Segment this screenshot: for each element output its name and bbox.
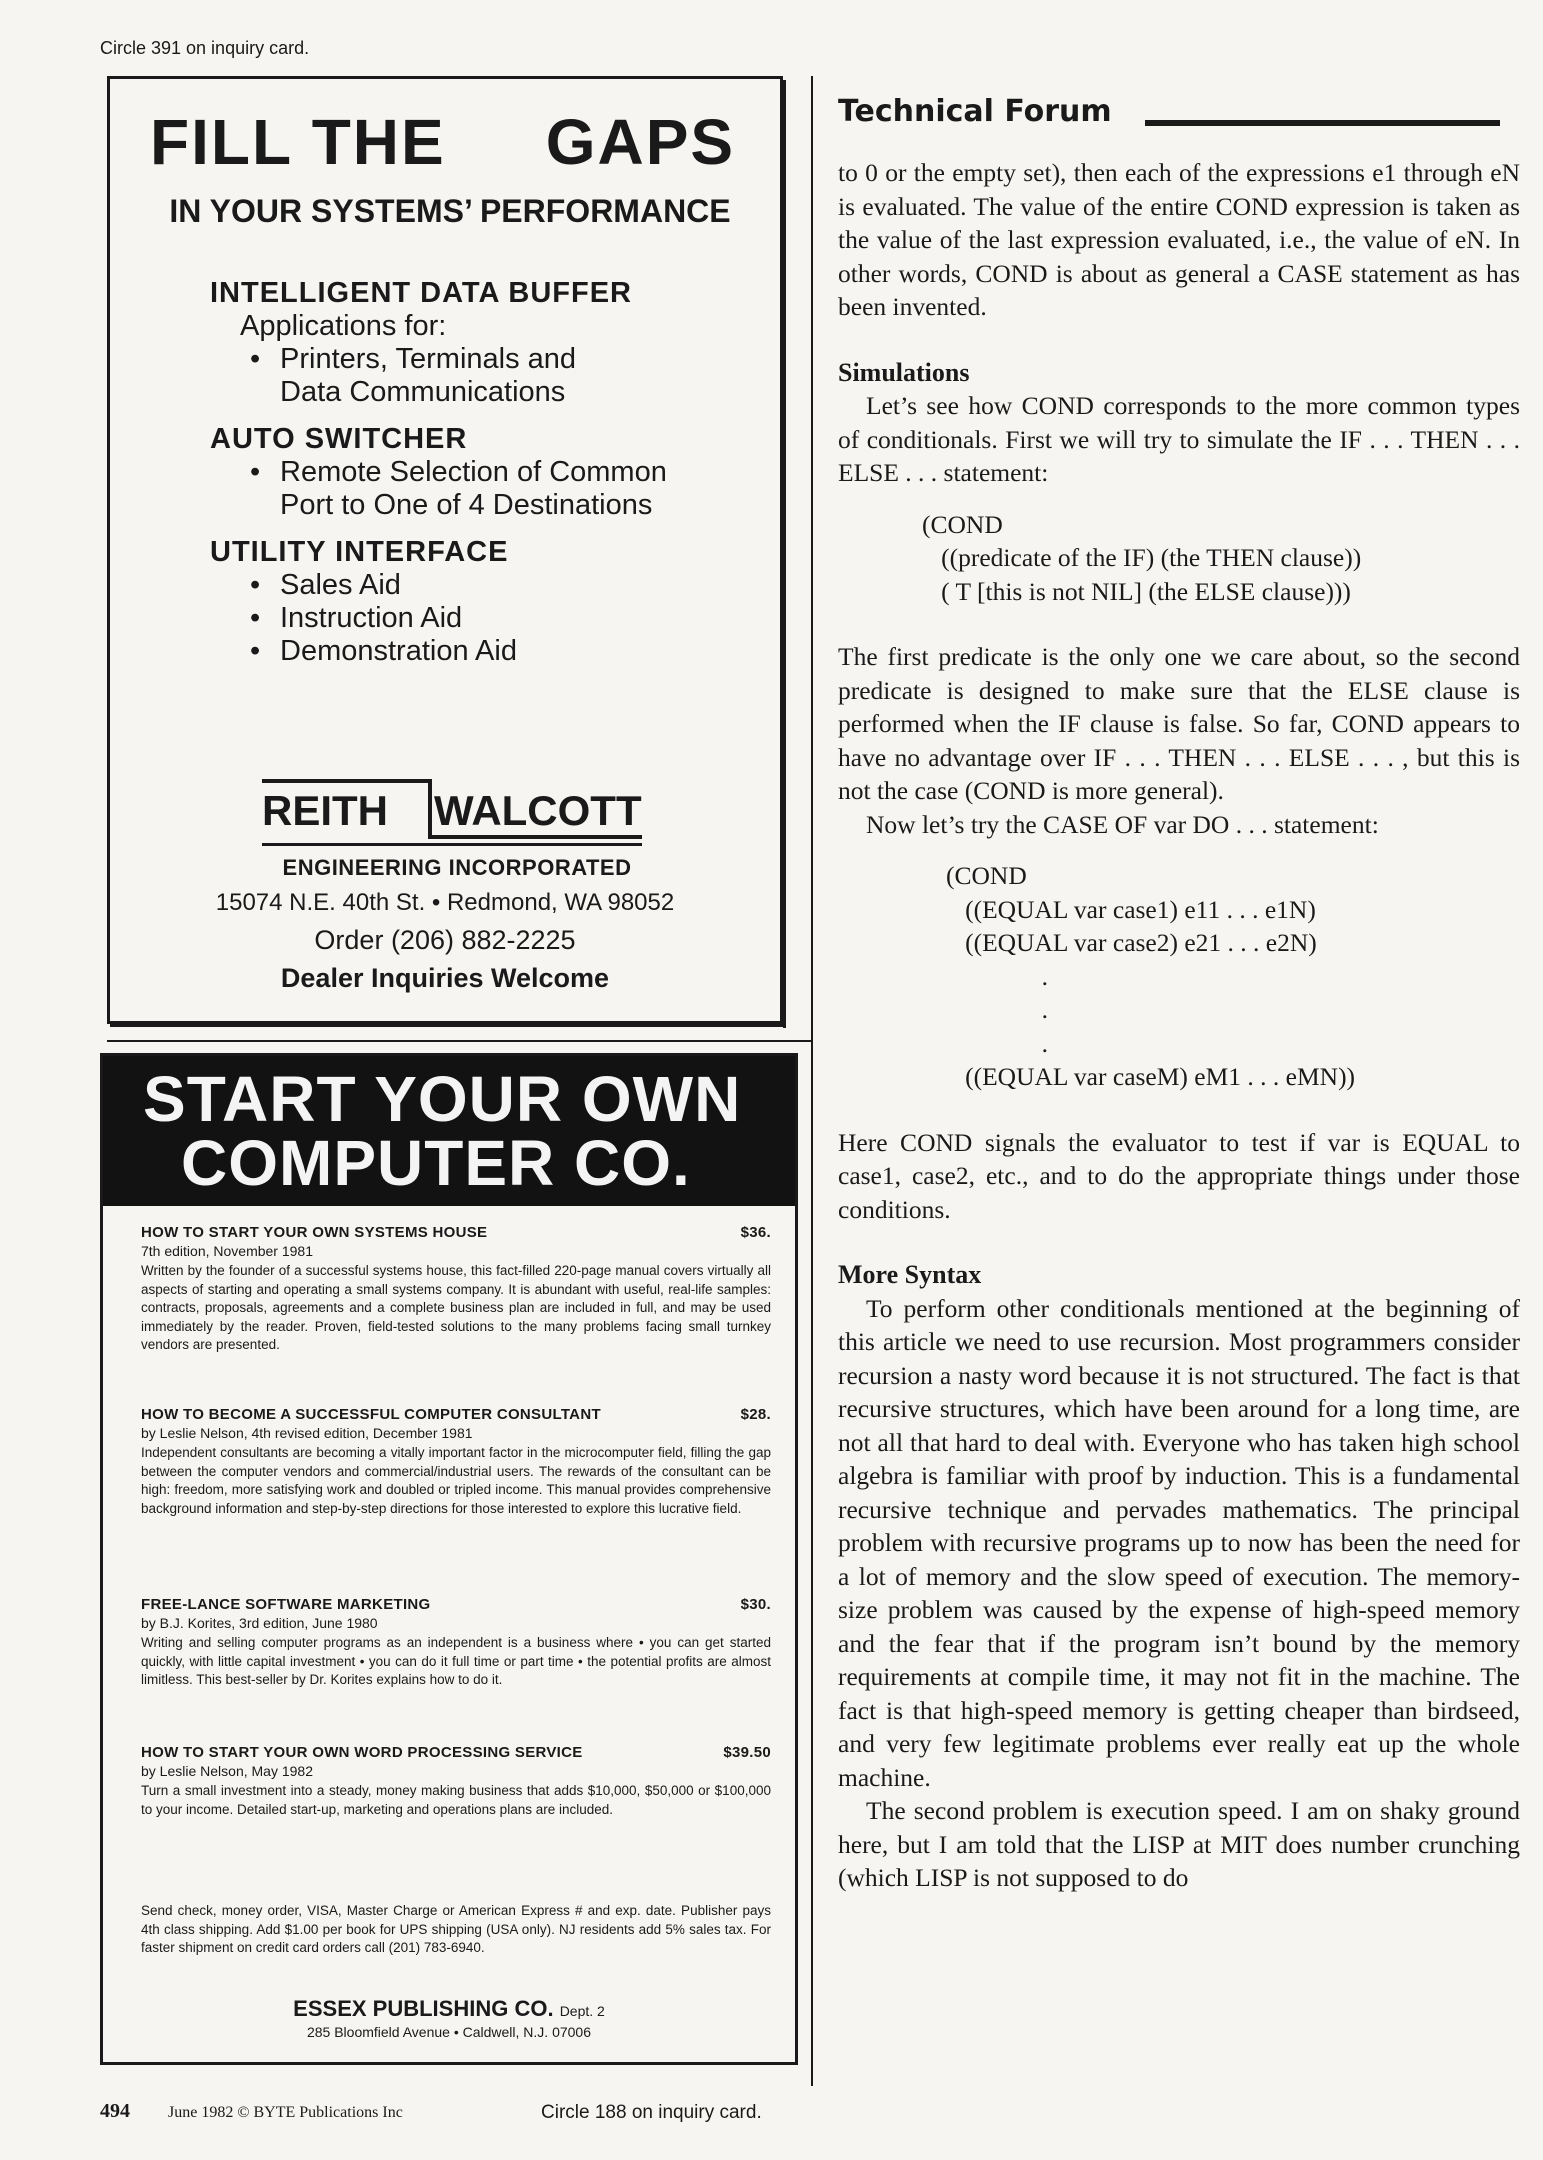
feature-heading: INTELLIGENT DATA BUFFER <box>210 277 632 309</box>
ad-shadow <box>783 80 786 1028</box>
code-block: (COND ((predicate of the IF) (the THEN clause)) ( T [this is not NIL] (the ELSE clause))) <box>922 509 1362 606</box>
book-entry <box>141 1744 771 1819</box>
logo-word-walcott: WALCOTT <box>434 787 642 834</box>
bullet-icon: • <box>250 569 261 601</box>
paragraph: The second problem is execution speed. I am on shaky ground here, but I am told that the LISP at MIT does number crunching (which LISP is not supposed to do <box>838 1796 1520 1892</box>
feature-bullet <box>210 602 730 635</box>
bullet-text: Sales Aid <box>280 569 401 601</box>
paragraph: to 0 or the empty set), then each of the expressions e1 through eN is evaluated. The value of the entire COND expression is taken as the value of the last expression evaluated, i.e., the value of eN. In other words, COND is about as general a CASE statement as has been invented. <box>838 158 1520 321</box>
bullet-icon: • <box>250 602 261 634</box>
ad-headline <box>150 105 750 179</box>
publisher-title: ESSEX PUBLISHING CO. <box>293 1996 554 2021</box>
feature-line: Applications for: <box>240 310 447 342</box>
page-number: 494 <box>100 2100 130 2122</box>
paragraph: Let’s see how COND corresponds to the more common types of conditionals. First we will try to simulate the IF . . . THEN . . . ELSE . . . statement: <box>838 391 1520 487</box>
book-title: FREE-LANCE SOFTWARE MARKETING <box>141 1596 431 1613</box>
publisher-address: 285 Bloomfield Avenue • Caldwell, N.J. 07006 <box>306 2024 592 2040</box>
book-entry <box>141 1224 771 1355</box>
title-rule <box>1145 120 1500 126</box>
book-description: Turn a small investment into a steady, money making business that adds $10,000, $50,000 or $100,000 to your income. Detailed start-up, marketing and operations plans are included. <box>141 1783 771 1817</box>
paragraph: Now let’s try the CASE OF var DO . . . statement: <box>866 809 1379 839</box>
ordering-instructions: Send check, money order, VISA, Master Charge or American Express # and exp. date. Publisher pays 4th class shipping. Add $1.00 per book for UPS shipping (USA only). NJ residents add 5% sales tax. For faster shipment on credit card orders call (201) 783-6940. <box>141 1903 771 1955</box>
feature-bullet <box>210 569 730 602</box>
feature-bullet <box>210 635 730 668</box>
ad-headline-left: FILL THE <box>150 106 446 178</box>
column-divider <box>811 76 813 2086</box>
feature-bullet <box>210 456 730 522</box>
ad-feature-list <box>210 277 730 668</box>
publisher-name <box>103 1996 795 2022</box>
bullet-text: Instruction Aid <box>280 602 463 634</box>
banner-line: START YOUR OWN <box>143 1063 742 1135</box>
feature-heading: AUTO SWITCHER <box>210 423 468 455</box>
book-edition: by Leslie Nelson, May 1982 <box>141 1763 313 1779</box>
bullet-text: Remote Selection of Common <box>280 456 667 488</box>
bullet-text: Demonstration Aid <box>280 635 517 667</box>
article-body <box>838 156 1520 1895</box>
issue-date: June 1982 © BYTE Publications Inc <box>168 2104 403 2121</box>
horizontal-divider <box>107 1040 812 1042</box>
book-title: HOW TO START YOUR OWN SYSTEMS HOUSE <box>141 1224 488 1241</box>
book-title: HOW TO BECOME A SUCCESSFUL COMPUTER CONSULTANT <box>141 1406 601 1423</box>
bullet-text: Port to One of 4 Destinations <box>280 489 653 521</box>
logo-subtitle: ENGINEERING INCORPORATED <box>282 855 632 880</box>
company-address: 15074 N.E. 40th St. • Redmond, WA 98052 <box>215 889 675 916</box>
inquiry-caption-bottom: Circle 188 on inquiry card. <box>541 2102 762 2123</box>
paragraph: The first predicate is the only one we care about, so the second predicate is designed to make sure that the ELSE clause is performed when the IF clause is false. So far, COND appears to have no advantage over IF . . . THEN . . . ELSE . . . , but this is not the case (COND is more general). <box>838 642 1520 805</box>
inquiry-caption-top: Circle 391 on inquiry card. <box>100 38 310 58</box>
publisher-dept: Dept. 2 <box>559 2003 605 2019</box>
book-price: $30. <box>740 1596 771 1613</box>
book-description: Written by the founder of a successful systems house, this fact-filled 220-page manual covers virtually all aspects of starting and operating a small systems company. It is abundant with useful, real-life samples: contracts, proposals, agreements and a complete business plan are included in full, and may be used immediately by the reader. Proven, field-tested solutions to the many problems facing small turnkey vendors are presented. <box>141 1263 771 1352</box>
bullet-text: Data Communications <box>280 376 566 408</box>
order-phone: Order (206) 882-2225 <box>314 925 576 955</box>
feature-bullet <box>210 343 730 409</box>
book-edition: by Leslie Nelson, 4th revised edition, December 1981 <box>141 1425 473 1441</box>
essex-publishing-ad <box>100 1053 798 2065</box>
book-edition: 7th edition, November 1981 <box>141 1243 313 1259</box>
book-price: $36. <box>740 1224 771 1241</box>
book-description: Writing and selling computer programs as an independent is a business where • you can get started quickly, with little capital investment • you can do it full time or part time • the potential profits are almost limitless. This best-seller by Dr. Korites explains how to do it. <box>141 1635 771 1687</box>
paragraph: To perform other conditionals mentioned at the beginning of this article we need to use recursion. Most programmers consider recursion a nasty word because it is not structured. The fact is that recursive structures, which have been around for a long time, are not all that hard to deal with. Everyone who has taken high school algebra is familiar with proof by induction. This is a fundamental recursive technique and pervades mathematics. The principal problem with recursive programs up to now has been the need for a lot of memory and the slow speed of execution. The memory-size problem was caused by the expense of high-speed memory and the fear that if the program isn’t bound by the memory requirements at compile time, it may not fit in the machine. The fact is that high-speed memory is getting cheaper than birdseed, and very few legitimate problems ever really eat up the whole machine. <box>838 1293 1520 1792</box>
ad-headline-right: GAPS <box>545 106 736 178</box>
company-logo <box>262 779 642 880</box>
ad-shadow <box>110 1024 786 1027</box>
paragraph: Here COND signals the evaluator to test if var is EQUAL to case1, case2, etc., and to do the appropriate things under those conditions. <box>838 1127 1520 1224</box>
book-entry <box>141 1596 771 1690</box>
section-heading: More Syntax <box>838 1260 982 1289</box>
book-edition: by B.J. Korites, 3rd edition, June 1980 <box>141 1615 378 1631</box>
book-description: Independent consultants are becoming a vitally important factor in the microcomputer field, filling the gap between the computer vendors and commercial/industrial users. The rewards of the consultant can be high: freedom, more satisfying work and doubled or tripled income. This manual provides comprehensive background information and step-by-step directions for those interested to explore this lucrative field. <box>141 1445 771 1516</box>
book-price: $28. <box>740 1406 771 1423</box>
bullet-icon: • <box>250 456 261 488</box>
book-entry <box>141 1406 771 1518</box>
section-heading: Simulations <box>838 357 970 387</box>
book-price: $39.50 <box>723 1744 771 1761</box>
code-block: (COND ((EQUAL var case1) e11 . . . e1N) ((EQUAL var case2) e21 . . . e2N) . . . ((EQUAL var caseM) eM1 . . . eMN)) <box>946 861 1356 1091</box>
book-title: HOW TO START YOUR OWN WORD PROCESSING SERVICE <box>141 1744 583 1761</box>
reith-walcott-ad <box>107 76 783 1024</box>
ad-subheadline: IN YOUR SYSTEMS’ PERFORMANCE <box>169 193 731 229</box>
bullet-icon: • <box>250 343 261 375</box>
logo-word-reith: REITH <box>262 787 388 834</box>
section-title: Technical Forum <box>838 94 1112 129</box>
banner-line: COMPUTER CO. <box>181 1127 691 1199</box>
ad-banner <box>103 1056 795 1206</box>
feature-heading: UTILITY INTERFACE <box>210 536 509 568</box>
dealer-inquiries: Dealer Inquiries Welcome <box>280 963 610 993</box>
bullet-icon: • <box>250 635 261 667</box>
bullet-text: Printers, Terminals and <box>280 343 577 375</box>
